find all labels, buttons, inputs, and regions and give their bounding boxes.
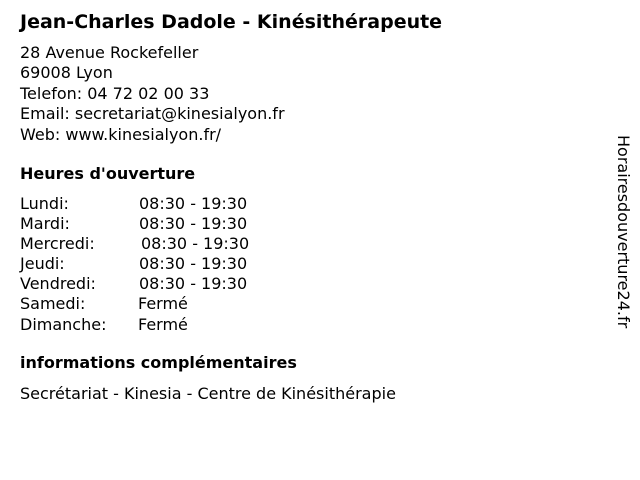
website-link: Web: www.kinesialyon.fr/ — [20, 124, 222, 144]
hours-time: 08:30 - 19:30 — [141, 234, 250, 254]
contact-block — [20, 43, 285, 145]
hours-row — [20, 214, 320, 234]
hours-time: 08:30 - 19:30 — [139, 254, 248, 274]
page-title: Jean-Charles Dadole - Kinésithérapeute — [20, 11, 443, 33]
hours-time: 08:30 - 19:30 — [139, 214, 248, 234]
hours-row — [20, 274, 320, 294]
hours-day: Mercredi: — [20, 234, 95, 254]
hours-time: Fermé — [138, 314, 188, 334]
hours-day: Jeudi: — [20, 254, 65, 274]
hours-row — [20, 194, 320, 214]
hours-day: Samedi: — [20, 294, 86, 314]
hours-row — [20, 254, 320, 274]
address-city: 69008 Lyon — [20, 63, 113, 83]
phone-number: Telefon: 04 72 02 00 33 — [20, 83, 210, 103]
hours-day: Dimanche: — [20, 314, 107, 334]
email-address: Email: secretariat@kinesialyon.fr — [20, 104, 285, 124]
hours-time: 08:30 - 19:30 — [139, 194, 248, 213]
info-heading: informations complémentaires — [20, 353, 297, 372]
hours-heading: Heures d'ouverture — [20, 164, 196, 183]
address-street: 28 Avenue Rockefeller — [20, 43, 199, 62]
hours-time: 08:30 - 19:30 — [139, 274, 248, 294]
hours-day: Lundi: — [20, 194, 69, 213]
hours-row — [20, 294, 320, 314]
info-description: Secrétariat - Kinesia - Centre de Kinésithérapie — [20, 384, 396, 403]
hours-day: Mardi: — [20, 214, 70, 234]
watermark-text: Horairesdouverture24.fr — [614, 135, 633, 329]
hours-row — [20, 234, 320, 254]
hours-day: Vendredi: — [20, 274, 96, 294]
hours-row — [20, 315, 320, 335]
hours-table — [20, 194, 320, 335]
hours-time: Fermé — [138, 294, 188, 314]
